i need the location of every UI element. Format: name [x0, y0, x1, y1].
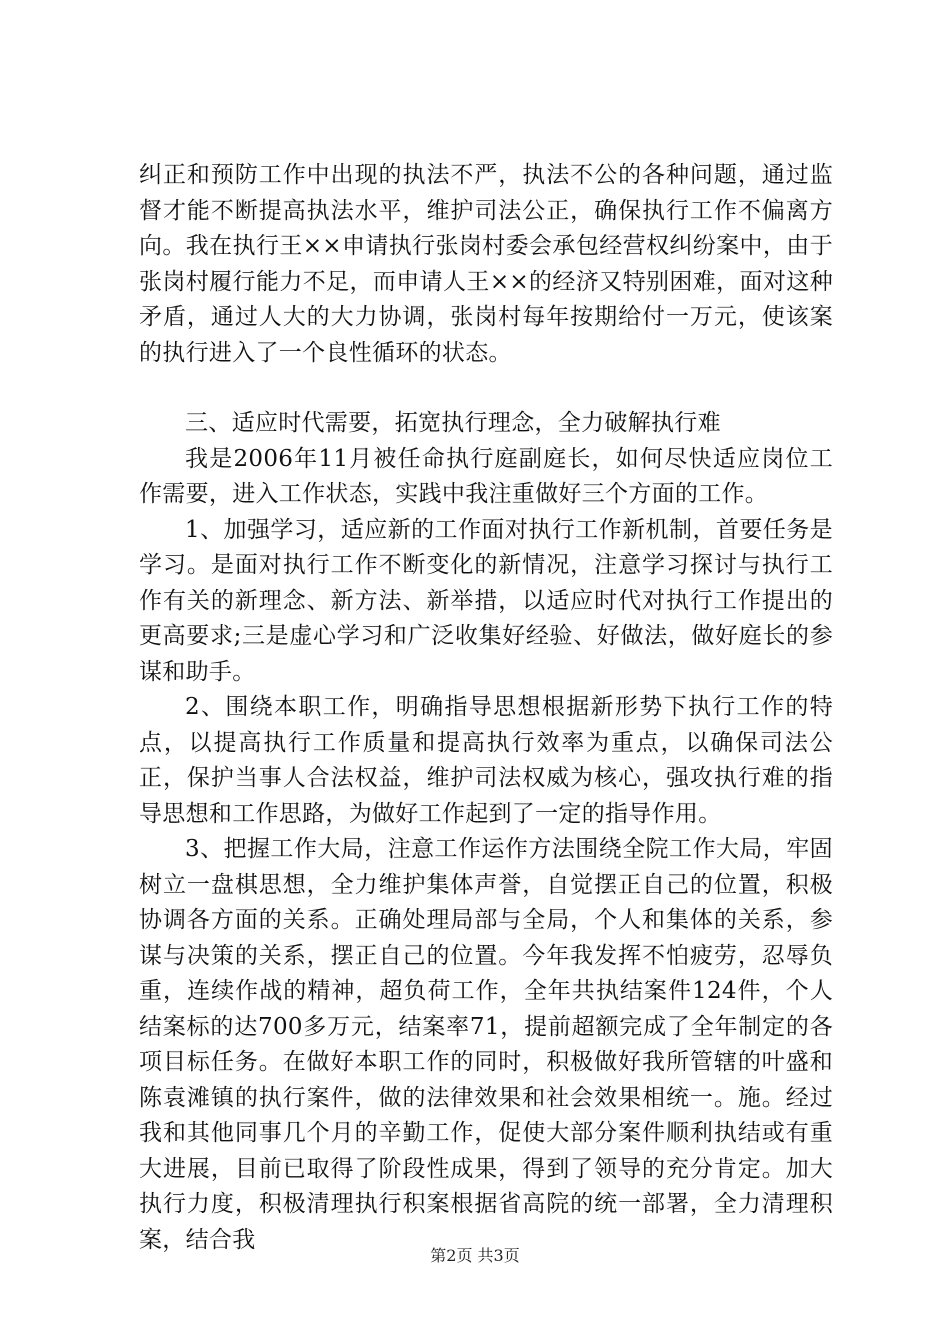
paragraph-continued: 纠正和预防工作中出现的执法不严，执法不公的各种问题，通过监督才能不断提高执法水平，维护司法公正，确保执行工作不偏离方向。我在执行王××申请执行张岗村委会承包经营权纠纷案中，由于张岗村履行能力不足，而申请人王××的经济又特别困难，面对这种矛盾，通过人大的大力协调，张岗村每年按期给付一万元，使该案的执行进入了一个良性循环的状态。: [139, 162, 833, 366]
section-heading: 三、适应时代需要，拓宽执行理念，全力破解执行难: [185, 410, 721, 436]
paragraph-item-1: 1、加强学习，适应新的工作面对执行工作新机制，首要任务是学习。是面对执行工作不断变化的新情况，注意学习探讨与执行工作有关的新理念、新方法、新举措，以适应时代对执行工作提出的更高要求;三是虚心学习和广泛收集好经验、好做法，做好庭长的参谋和助手。: [139, 516, 833, 685]
paragraph-intro: 我是2006年11月被任命执行庭副庭长，如何尽快适应岗位工作需要，进入工作状态，实践中我注重做好三个方面的工作。: [139, 445, 833, 507]
paragraph-item-3: 3、把握工作大局，注意工作运作方法围绕全院工作大局，牢固树立一盘棋思想，全力维护集体声誉，自觉摆正自己的位置，积极协调各方面的关系。正确处理局部与全局，个人和集体的关系，参谋与决策的关系，摆正自己的位置。今年我发挥不怕疲劳，忍辱负重，连续作战的精神，超负荷工作，全年共执结案件124件，个人结案标的达700多万元，结案率71，提前超额完成了全年制定的各项目标任务。在做好本职工作的同时，积极做好我所管辖的叶盛和陈袁滩镇的执行案件，做的法律效果和社会效果相统一。施。经过我和其他同事几个月的辛勤工作，促使大部分案件顺利执结或有重大进展，目前已取得了阶段性成果，得到了领导的充分肯定。加大执行力度，积极清理执行积案根据省高院的统一部署，全力清理积案，结合我: [139, 836, 833, 1253]
page-footer: 第2页 共3页: [430, 1246, 520, 1265]
document-body: [139, 158, 833, 1258]
paragraph-item-2: 2、围绕本职工作，明确指导思想根据新形势下执行工作的特点，以提高执行工作质量和提高执行效率为重点，以确保司法公正，保护当事人合法权益，维护司法权威为核心，强攻执行难的指导思想和工作思路，为做好工作起到了一定的指导作用。: [139, 694, 833, 827]
